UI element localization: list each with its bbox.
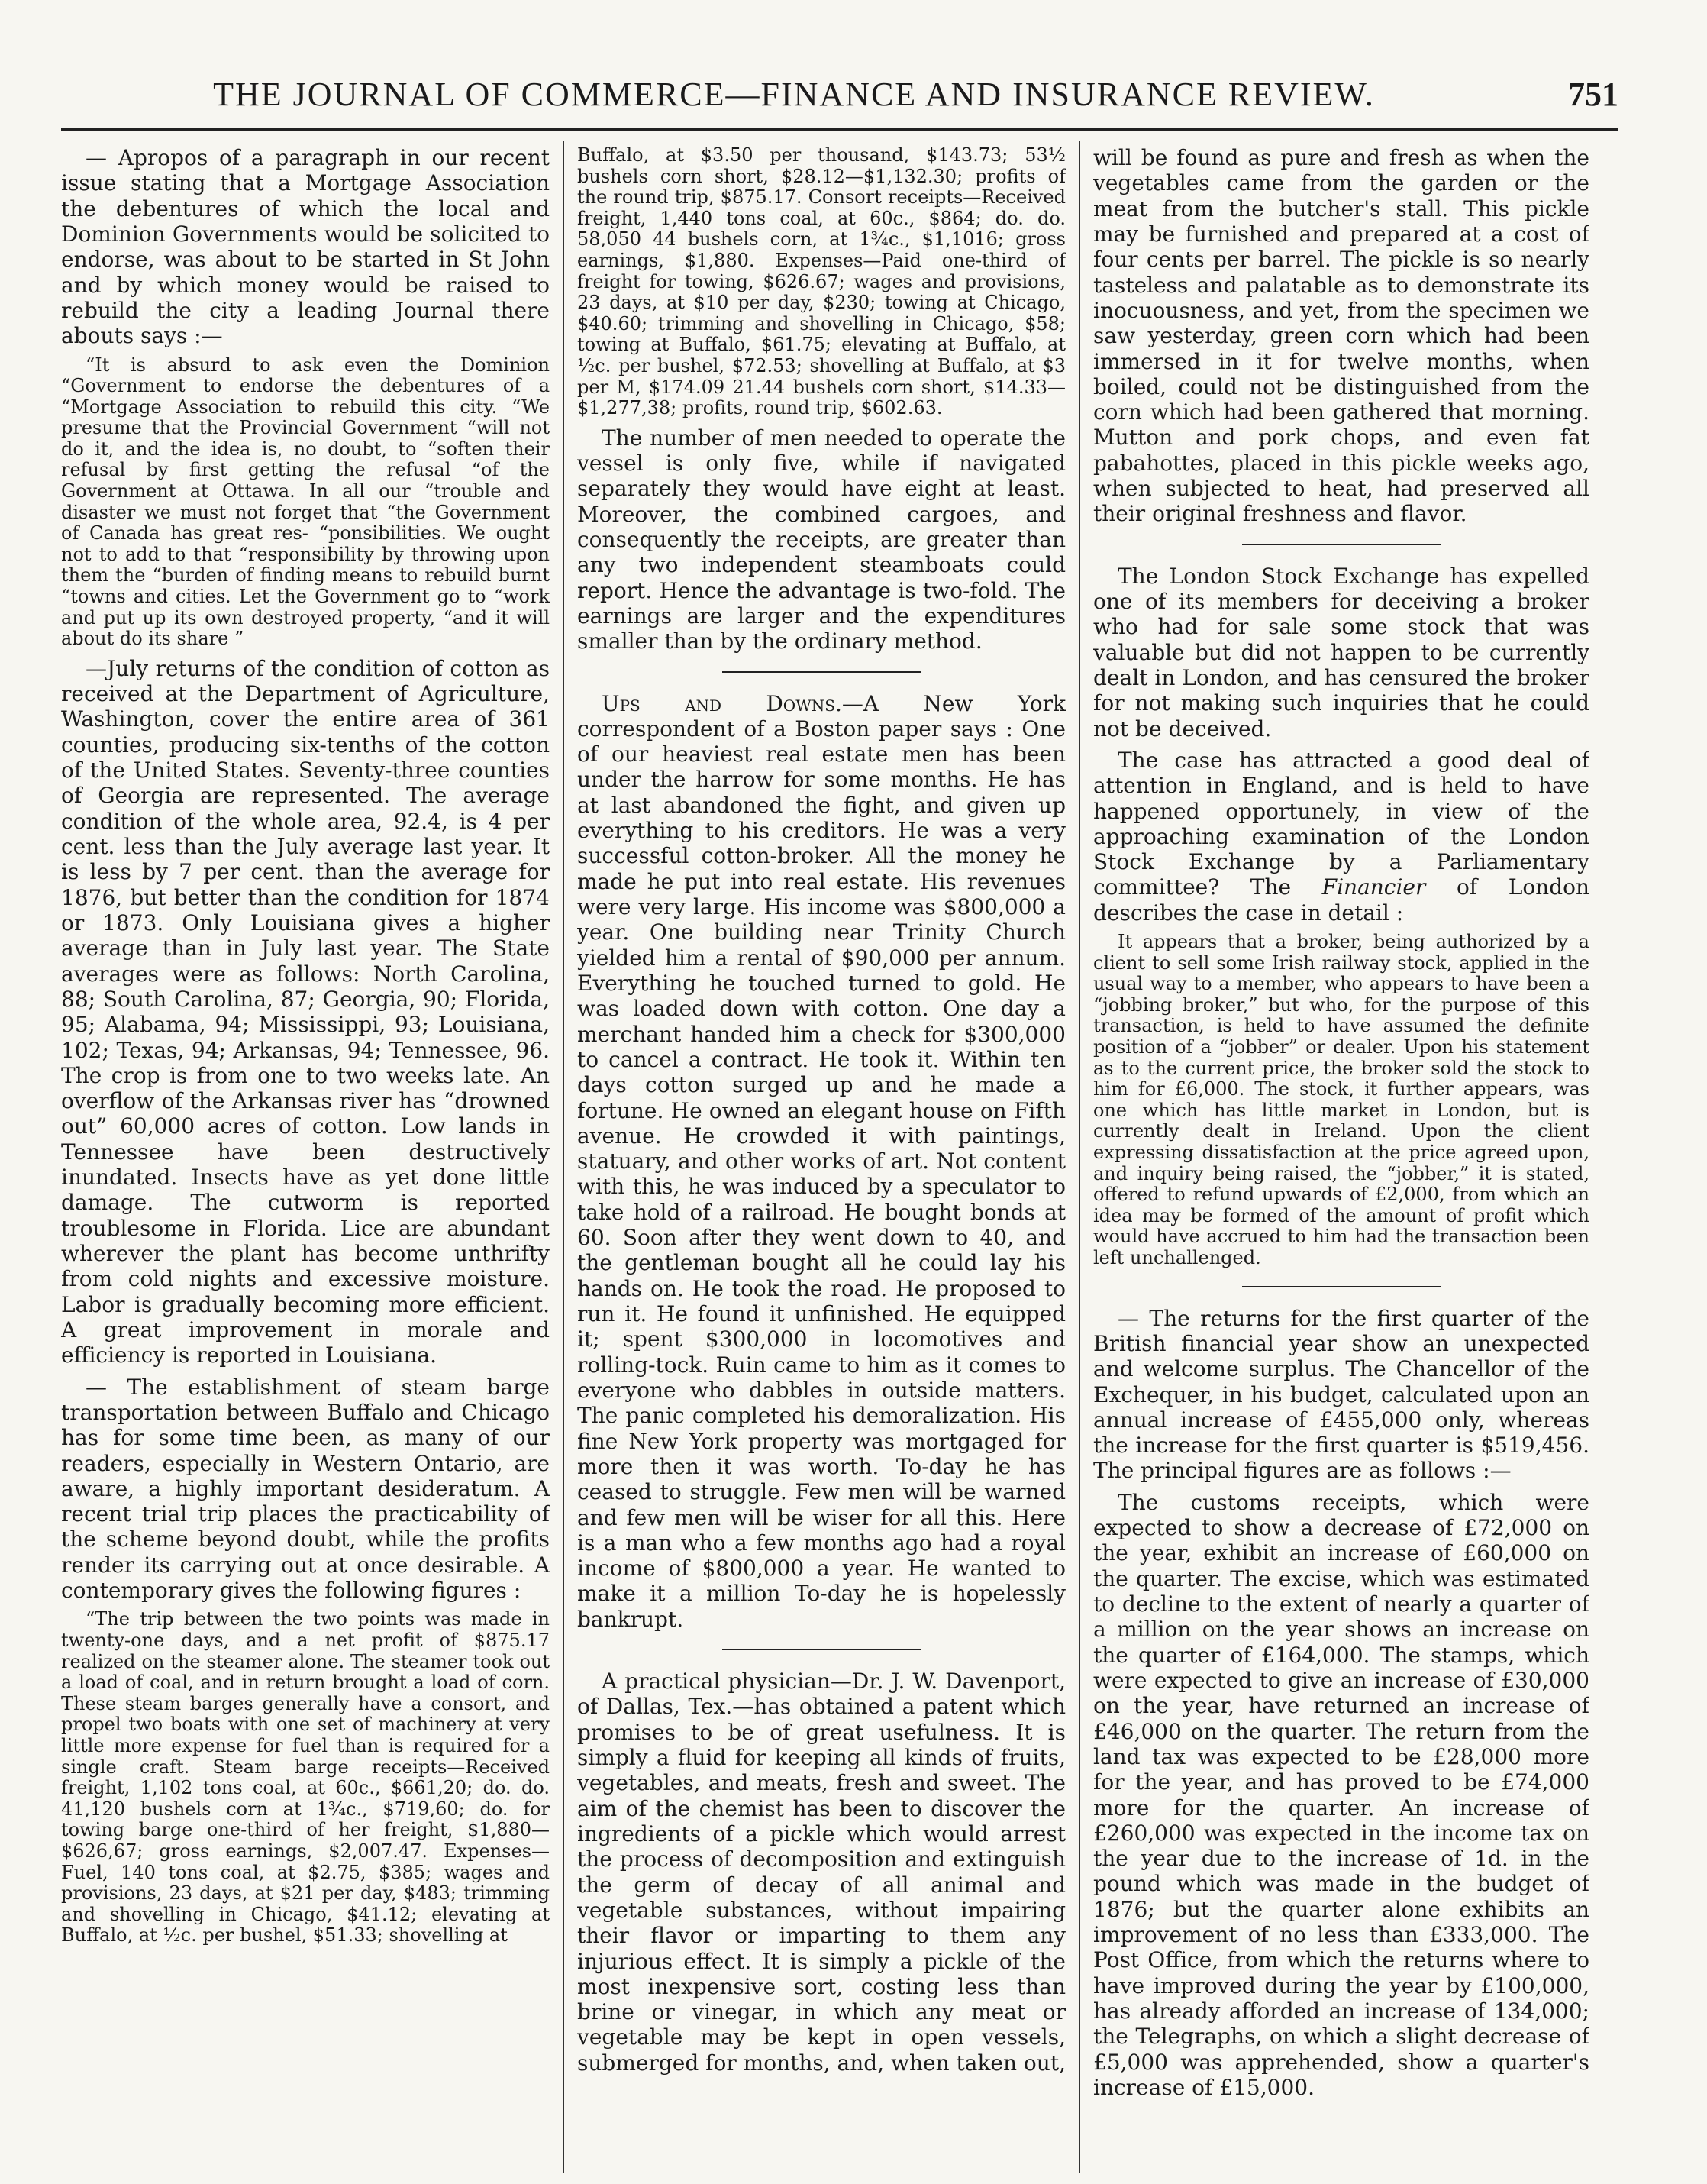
- column-1: [61, 145, 550, 2169]
- quote-steam-barge: “The trip between the two points was made in twenty-one days, and a net profit of $875.17 realized on the steamer alone. The steamer took out a load of coal, and in return brought a load of corn. These steam barges generally have a consort, and propel two boats with one set of machinery at very little more expense for fuel than is required for a single craft. Steam barge receipts—Received freight, 1,102 tons coal, at 60c., $661,20; do. do. 41,120 bushels corn at 1¾c., $719,60; do. for towing barge one-third of her freight, $1,880—$626,67; gross earnings, $2,007.47. Expenses—Fuel, 140 tons coal, at $2.75, $385; wages and provisions, 23 days, at $21 per day, $483; trimming and shovelling in Chicago, $41.12; elevating at Buffalo, at ½c. per bushel, $51.33; shovelling at: [61, 1608, 550, 1947]
- page-header: [61, 75, 1618, 131]
- article-stock-exchange: The London Stock Exchange has expelled one of its members for deceiving a broker who had for sale some stock that was valuable but did not happen to be currently dealt in London, and has censured the broker for not making such inquiries that he could not be deceived.: [1093, 563, 1589, 741]
- article-cotton-returns: —July returns of the condition of cotton as received at the Department of Agriculture, Washington, cover the entire area of 361 counties, producing six-tenths of the cotton of the United States. Seventy-three counties of Georgia are represented. The average condition of the whole area, 92.4, is 4 per cent. less than the July average last year. It is less by 7 per cent. than the average for 1876, but better than the condition for 1874 or 1873. Only Louisiana gives a higher average than in July last year. The State averages were as follows: North Carolina, 88; South Carolina, 87; Georgia, 90; Florida, 95; Alabama, 94; Mississippi, 93; Louisiana, 102; Texas, 94; Arkansas, 94; Tennessee, 96. The crop is from one to two weeks late. An overflow of the Arkansas river has “drowned out” 60,000 acres of cotton. Low lands in Tennessee have been destructively inundated. Insects have as yet done little damage. The cutworm is reported troublesome in Florida. Lice are abundant wherever the plant has become unthrifty from cold nights and excessive moisture. Labor is gradually becoming more efficient. A great improvement in morale and efficiency is reported in Louisiana.: [61, 655, 550, 1368]
- article-mortgage-association: — Apropos of a paragraph in our recent issue stating that a Mortgage Association the debentures of which the local and Dominion Governments would be solicited to endorse, was about to be started in St John and by which money would be raised to rebuild the city a leading Journal there abouts says :—: [61, 145, 550, 349]
- article-pickle-patent: A practical physician—Dr. J. W. Davenport, of Dallas, Tex.—has obtained a patent which promises to be of great usefulness. It is simply a fluid for keeping all kinds of fruits, vegetables, and meats, fresh and sweet. The aim of the chemist has been to discover the ingredients of a pickle which would arrest the process of decomposition and extinguish the germ of decay of all animal and vegetable substances, without impairing their flavor or imparting to them any injurious effect. It is simply a pickle of the most inexpensive sort, costing less than brine or vinegar, in which any meat or vegetable may be kept in open vessels, submerged for months, and, when taken out,: [577, 1669, 1066, 2076]
- quote-steam-barge-cont: Buffalo, at $3.50 per thousand, $143.73; 53½ bushels corn short, $28.12—$1,132.30; profits of the round trip, $875.17. Consort receipts—Received freight, 1,440 tons coal, at 60c., $864; do. do. 58,050 44 bushels corn, at 1¾c., $1,1016; gross earnings, $1,880. Expenses—Paid one-third of freight for towing, $626.67; wages and provisions, 23 days, at $10 per day, $230; towing at Chicago, $40.60; trimming and shovelling in Chicago, $58; towing at Buffalo, $61.75; elevating at Buffalo, at ½c. per bushel, $72.53; shovelling at Buffalo, at $3 per M, $174.09 21.44 bushels corn short, $14.33—$1,277,38; profits, round trip, $602.63.: [577, 145, 1066, 419]
- column-2: [577, 145, 1066, 2169]
- article-body: —A New York correspondent of a Boston paper says : One of our heaviest real estate men has been under the harrow for some months. He has at last abandoned the fight, and given up everything to his creditors. He was a very successful cotton-broker. All the money he made he put into real estate. His revenues were very large. His income was $800,000 a year. One building near Trinity Church yielded him a rental of $90,000 per annum. Everything he touched turned to gold. He was loaded down with cotton. One day a merchant handed him a check for $300,000 to cancel a contract. He took it. Within ten days cotton surged up and he made a fortune. He owned an elegant house on Fifth avenue. He crowded it with paintings, statuary, and other works of art. Not content with this, he was induced by a speculator to take hold of a railroad. He bought bonds at 60. Soon after they went down to 40, and the gentleman bought all he could lay his hands on. He took the road. He proposed to run it. He found it unfinished. He equipped it; spent $300,000 in locomotives and rolling-tock. Ruin came to him as it comes to everyone who dabbles in outside matters. The panic completed his demoralization. His fine New York property was mortgaged for more then it was worth. To-day he has ceased to struggle. Few men will be warned and few men will be wiser for all this. Here is a man who a few months ago had a royal income of $800,000 a year. He wanted to make it a million To-day he is hopelessly bankrupt.: [577, 690, 1066, 1632]
- article-steam-barge: — The establishment of steam barge transportation between Buffalo and Chicago has for some time been, as many of our readers, especially in Western Ontario, are aware, a highly important desideratum. A recent trial trip places the practicability of the scheme beyond doubt, while the profits render its carrying out at once desirable. A contemporary gives the following figures :: [61, 1374, 550, 1604]
- journal-title: THE JOURNAL OF COMMERCE—FINANCE AND INSURANCE REVIEW.: [213, 76, 1375, 113]
- column-3: [1093, 145, 1589, 2169]
- column-divider: [1079, 141, 1080, 2173]
- article-heading: Ups and Downs.: [602, 690, 842, 716]
- section-rule: [722, 1649, 921, 1650]
- article-ups-and-downs: [577, 691, 1066, 1633]
- section-rule: [722, 671, 921, 673]
- section-rule: [1242, 544, 1441, 545]
- text-run: The case has attracted a good deal of attention in England, and is held to have happened opportunely, in view of the approaching examination of the London Stock Exchange by a Parliamentary committee? The: [1093, 747, 1589, 900]
- quote-mortgage: “It is absurd to ask even the Dominion “Government to endorse the debentures of a “Mortgage Association to rebuild this city. “We presume that the Provincial Government “will not do it, and the idea is, no doubt, to “soften their refusal by first getting the refusal “of the Government at Ottawa. In all our “trouble and disaster we must not forget that “the Government of Canada has great res- “ponsibilities. We ought not to add to that “responsibility by throwing upon them the “burden of finding means to rebuild burnt “towns and cities. Let the Government go to “work and put up its own destroyed property, “and it will about do its share ”: [61, 354, 550, 650]
- page-number: 751: [1568, 76, 1618, 113]
- quote-stock-exchange: It appears that a broker, being authorized by a client to sell some Irish railway stock, applied in the usual way to a member, who appears to have been a “jobbing broker,” but who, for the purpose of this transaction, is held to have assumed the definite position of a “jobber” or dealer. Upon his statement as to the current price, the broker sold the stock to him for £6,000. The stock, it further appears, was one which has little market in London, but is currently dealt in Ireland. Upon the client expressing dissatisfaction at the price agreed upon, and inquiry being raised, the “jobber,” it is stated, offered to refund upwards of £2,000, from which an idea may be formed of the amount of profit which would have accrued to him had the transaction been left unchallenged.: [1093, 931, 1589, 1268]
- article-stock-exchange-case: [1093, 748, 1589, 926]
- article-steam-barge-conclusion: The number of men needed to operate the vessel is only five, while if navigated separately they would have eight at least. Moreover, the combined cargoes, and consequently the receipts, are greater than any two independent steamboats could report. Hence the advantage is two-fold. The earnings are larger and the expenditures smaller than by the ordinary method.: [577, 425, 1066, 654]
- publication-name: Financier: [1321, 874, 1426, 900]
- article-pickle-patent-cont: will be found as pure and fresh as when the vegetables came from the garden or the meat from the butcher's stall. This pickle may be furnished and prepared at a cost of four cents per barrel. The pickle is so nearly tasteless and palatable as to demonstrate its inocuousness, and yet, from the specimen we saw yesterday, green corn which had been immersed in it for twelve months, when boiled, could not be distinguished from the corn which had been gathered that morning. Mutton and pork chops, and even fat pabahottes, placed in this pickle weeks ago, when subjected to heat, had preserved all their original freshness and flavor.: [1093, 145, 1589, 527]
- section-rule: [1242, 1286, 1441, 1287]
- article-british-returns: — The returns for the first quarter of the British financial year show an unexpected and welcome surplus. The Chancellor of the Exchequer, in his budget, calculated upon an annual increase of £455,000 only, whereas the increase for the first quarter is $519,456. The principal figures are as follows :—: [1093, 1305, 1589, 1484]
- article-british-returns-details: The customs receipts, which were expected to show a decrease of £72,000 on the year, exhibit an increase of £60,000 on the quarter. The excise, which was estimated to decline to the extent of nearly a quarter of a million on the year shows an increase on the quarter of £164,000. The stamps, which were expected to give an increase of £30,000 on the year, have returned an increase of £46,000 on the quarter. The return from the land tax was expected to be £28,000 more for the year, and has proved to be £74,000 more for the quarter. An increase of £260,000 was expected in the income tax on the year due to the increase of 1d. in the pound which was made in the budget of 1876; but the quarter alone exhibits an improvement of no less than £333,000. The Post Office, from which the returns where to have improved during the year by £100,000, has already afforded an increase of 134,000; the Telegraphs, on which a slight decrease of £5,000 was apprehended, show a quarter's increase of £15,000.: [1093, 1489, 1589, 2100]
- text-run: of London describes the case in detail :: [1093, 874, 1589, 926]
- column-divider: [563, 141, 564, 2173]
